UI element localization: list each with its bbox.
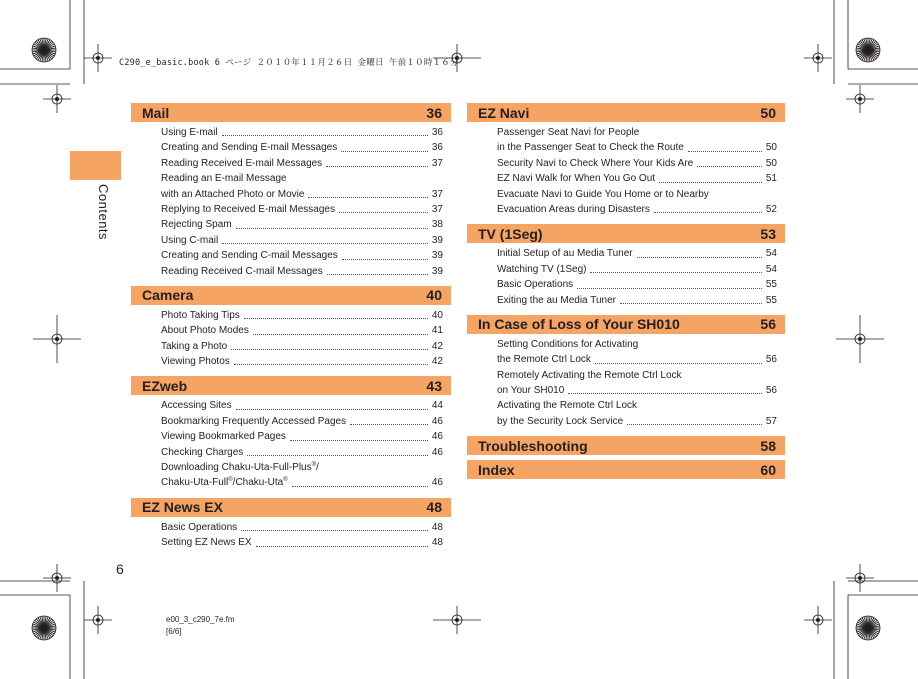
toc-entry-page: 48 [431,521,443,533]
toc-entry-page: 50 [765,142,777,154]
section-page: 48 [426,499,442,516]
toc-entry[interactable] [161,187,443,202]
toc-entry-text: Photo Taking Tips [161,309,240,321]
toc-entry-page: 40 [431,309,443,321]
section-title: EZ News EX [142,499,223,516]
leader-dots [577,288,762,289]
leader-dots [236,409,428,410]
right-toc-column [467,103,785,484]
section-title: Camera [142,287,194,304]
leader-dots [222,135,428,136]
section-heading-ezweb[interactable] [131,376,451,395]
registration-starburst-icon [856,616,880,640]
toc-entry-page: 46 [431,477,443,489]
toc-entry[interactable] [497,414,777,429]
toc-entry-text: EZ Navi Walk for When You Go Out [497,173,656,185]
toc-entry-text: Setting Conditions for Activating [497,338,639,350]
toc-entry-text: Reading Received E-mail Messages [161,157,323,169]
toc-entry-page: 50 [765,157,777,169]
contents-side-tab [70,151,121,180]
toc-entry-text: Downloading Chaku-Uta-Full-Plus®/ [161,462,319,474]
toc-entry-page: 36 [431,126,443,138]
toc-entry-text: Using E-mail [161,126,218,138]
toc-entry-page: 52 [765,203,777,215]
toc-entry[interactable] [161,217,443,232]
toc-entry[interactable] [497,262,777,277]
section-title: TV (1Seg) [478,225,543,242]
section-entries [131,122,451,284]
leader-dots [241,530,428,531]
toc-entry-page: 48 [431,537,443,549]
section-title: Troubleshooting [478,437,588,454]
toc-entry-page: 41 [431,325,443,337]
toc-entry-text: Chaku-Uta-Full®/Chaku-Uta® [161,477,288,489]
leader-dots [595,363,762,364]
leader-dots [292,486,428,487]
leader-dots [339,212,428,213]
toc-entry[interactable] [497,187,777,202]
section-title: Mail [142,104,170,121]
toc-entry[interactable] [497,337,777,352]
toc-entry-page: 46 [431,446,443,458]
toc-entry-page: 42 [431,356,443,368]
leader-dots [247,455,428,456]
leader-dots [341,151,428,152]
section-page: 50 [760,104,776,121]
toc-entry-text: Setting EZ News EX [161,537,252,549]
section-gap [467,479,785,484]
section-entries [467,334,785,434]
toc-entry[interactable] [161,248,443,263]
toc-entry-page: 56 [765,385,777,397]
toc-entry-text: Creating and Sending C-mail Messages [161,250,338,262]
section-title: EZweb [142,377,188,394]
toc-entry[interactable] [161,323,443,338]
registration-starburst-icon [856,38,880,62]
section-heading-in-case-of-loss-of-your-sh010[interactable] [467,315,785,334]
toc-entry-text: Basic Operations [161,521,238,533]
toc-entry[interactable] [161,264,443,279]
toc-entry[interactable] [497,156,777,171]
toc-entry[interactable] [497,368,777,383]
toc-entry[interactable] [161,156,443,171]
toc-entry-text: Replying to Received E-mail Messages [161,203,335,215]
leader-dots [234,364,428,365]
leader-dots [256,546,428,547]
toc-entry[interactable] [161,202,443,217]
toc-entry[interactable] [161,445,443,460]
leader-dots [350,424,428,425]
toc-entry-page: 55 [765,294,777,306]
toc-entry-page: 46 [431,415,443,427]
print-header-line: C290_e_basic.book 6 ページ ２０１０年１１月２６日 金曜日 午前１０時１６分 [119,58,459,68]
toc-entry-text: Bookmarking Frequently Accessed Pages [161,415,347,427]
section-page: 56 [760,316,776,333]
section-heading-camera[interactable] [131,286,451,305]
section-entries [131,517,451,556]
toc-entry[interactable] [497,383,777,398]
toc-entry[interactable] [497,202,777,217]
toc-entry-text: Security Navi to Check Where Your Kids Are [497,157,694,169]
toc-entry-text: by the Security Lock Service [497,415,624,427]
section-title: In Case of Loss of Your SH010 [478,316,680,333]
toc-entry[interactable] [161,429,443,444]
toc-entry[interactable] [161,354,443,369]
toc-entry-page: 56 [765,354,777,366]
section-entries [467,122,785,222]
toc-entry-page: 57 [765,415,777,427]
section-page: 58 [760,437,776,454]
toc-entry-text: Initial Setup of au Media Tuner [497,248,633,260]
toc-entry-text: Evacuation Areas during Disasters [497,203,650,215]
toc-entry-text: Viewing Bookmarked Pages [161,431,286,443]
toc-entry-text: Viewing Photos [161,356,230,368]
toc-entry-page: 37 [431,188,443,200]
page-number: 6 [116,561,124,577]
toc-entry-page: 39 [431,265,443,277]
toc-entry-text: Accessing Sites [161,400,232,412]
toc-entry-page: 37 [431,157,443,169]
left-toc-column [131,103,451,558]
toc-entry[interactable] [497,398,777,413]
toc-entry-page: 36 [431,142,443,154]
toc-entry[interactable] [497,277,777,292]
leader-dots [231,349,428,350]
toc-entry-page: 51 [765,173,777,185]
section-page: 40 [426,287,442,304]
toc-entry-text: Basic Operations [497,279,574,291]
leader-dots [327,274,428,275]
toc-entry[interactable] [497,171,777,186]
section-entries [467,243,785,313]
section-title: EZ Navi [478,104,530,121]
toc-entry[interactable] [161,140,443,155]
toc-entry-text: Creating and Sending E-mail Messages [161,142,338,154]
toc-entry-text: Activating the Remote Ctrl Lock [497,400,638,412]
footer-file-name: e00_3_c290_7e.fm [166,615,235,624]
section-heading-ez-navi[interactable] [467,103,785,122]
registration-starburst-icon [32,616,56,640]
toc-entry-text: Remotely Activating the Remote Ctrl Lock [497,369,682,381]
toc-entry[interactable] [161,308,443,323]
leader-dots [697,166,762,167]
section-entries [131,395,451,495]
toc-entry-page: 37 [431,203,443,215]
section-page: 53 [760,225,776,242]
toc-entry-page: 39 [431,234,443,246]
leader-dots [253,334,428,335]
toc-entry[interactable] [497,125,777,140]
toc-entry[interactable] [161,398,443,413]
toc-entry[interactable] [497,140,777,155]
leader-dots [244,318,428,319]
toc-entry-text: Evacuate Navi to Guide You Home or to Nearby [497,188,709,200]
section-page: 60 [760,461,776,478]
toc-entry-page: 44 [431,400,443,412]
toc-entry-page: 39 [431,250,443,262]
toc-entry[interactable] [161,125,443,140]
leader-dots [568,393,762,394]
leader-dots [326,166,428,167]
toc-entry-text: About Photo Modes [161,325,249,337]
toc-entry[interactable] [497,293,777,308]
toc-entry[interactable] [161,535,443,550]
toc-entry-text: Using C-mail [161,234,219,246]
toc-entry-page: 38 [431,219,443,231]
toc-entry-page: 42 [431,340,443,352]
footer-page-ref: [6/6] [166,627,182,636]
toc-entry[interactable] [497,352,777,367]
toc-entry-page: 54 [765,263,777,275]
leader-dots [290,440,428,441]
section-heading-troubleshooting[interactable] [467,436,785,455]
contents-side-label: Contents [96,184,111,241]
toc-entry[interactable] [161,460,443,475]
leader-dots [308,197,427,198]
toc-entry-text: Watching TV (1Seg) [497,263,587,275]
toc-entry[interactable] [161,475,443,490]
section-entries [131,305,451,375]
leader-dots [236,228,428,229]
toc-entry-text: with an Attached Photo or Movie [161,188,305,200]
toc-entry-text: Checking Charges [161,446,244,458]
toc-entry-page: 46 [431,431,443,443]
leader-dots [620,303,762,304]
toc-entry-text: Passenger Seat Navi for People [497,126,640,138]
toc-entry-text: Taking a Photo [161,340,228,352]
registration-starburst-icon [32,38,56,62]
toc-entry-text: Reading an E-mail Message [161,173,287,185]
toc-entry-text: Exiting the au Media Tuner [497,294,616,306]
toc-entry[interactable] [161,414,443,429]
toc-entry-text: the Remote Ctrl Lock [497,354,591,366]
section-title: Index [478,461,515,478]
section-heading-mail[interactable] [131,103,451,122]
print-footer [166,614,235,638]
toc-entry-page: 55 [765,279,777,291]
leader-dots [627,424,762,425]
toc-entry-text: Reading Received C-mail Messages [161,265,323,277]
leader-dots [222,243,428,244]
toc-entry-text: on Your SH010 [497,385,565,397]
toc-entry[interactable] [161,339,443,354]
leader-dots [688,151,762,152]
leader-dots [654,212,762,213]
toc-entry-page: 54 [765,248,777,260]
leader-dots [342,259,428,260]
section-heading-ez-news-ex[interactable] [131,498,451,517]
toc-entry[interactable] [161,233,443,248]
section-heading-tv-1seg[interactable] [467,224,785,243]
section-page: 36 [426,104,442,121]
toc-entry-text: Rejecting Spam [161,219,232,231]
section-page: 43 [426,377,442,394]
toc-entry[interactable] [497,246,777,261]
toc-entry[interactable] [161,520,443,535]
section-heading-index[interactable] [467,460,785,479]
leader-dots [659,182,762,183]
toc-entry-text: in the Passenger Seat to Check the Route [497,142,684,154]
leader-dots [637,257,762,258]
toc-entry[interactable] [161,171,443,186]
leader-dots [590,272,761,273]
